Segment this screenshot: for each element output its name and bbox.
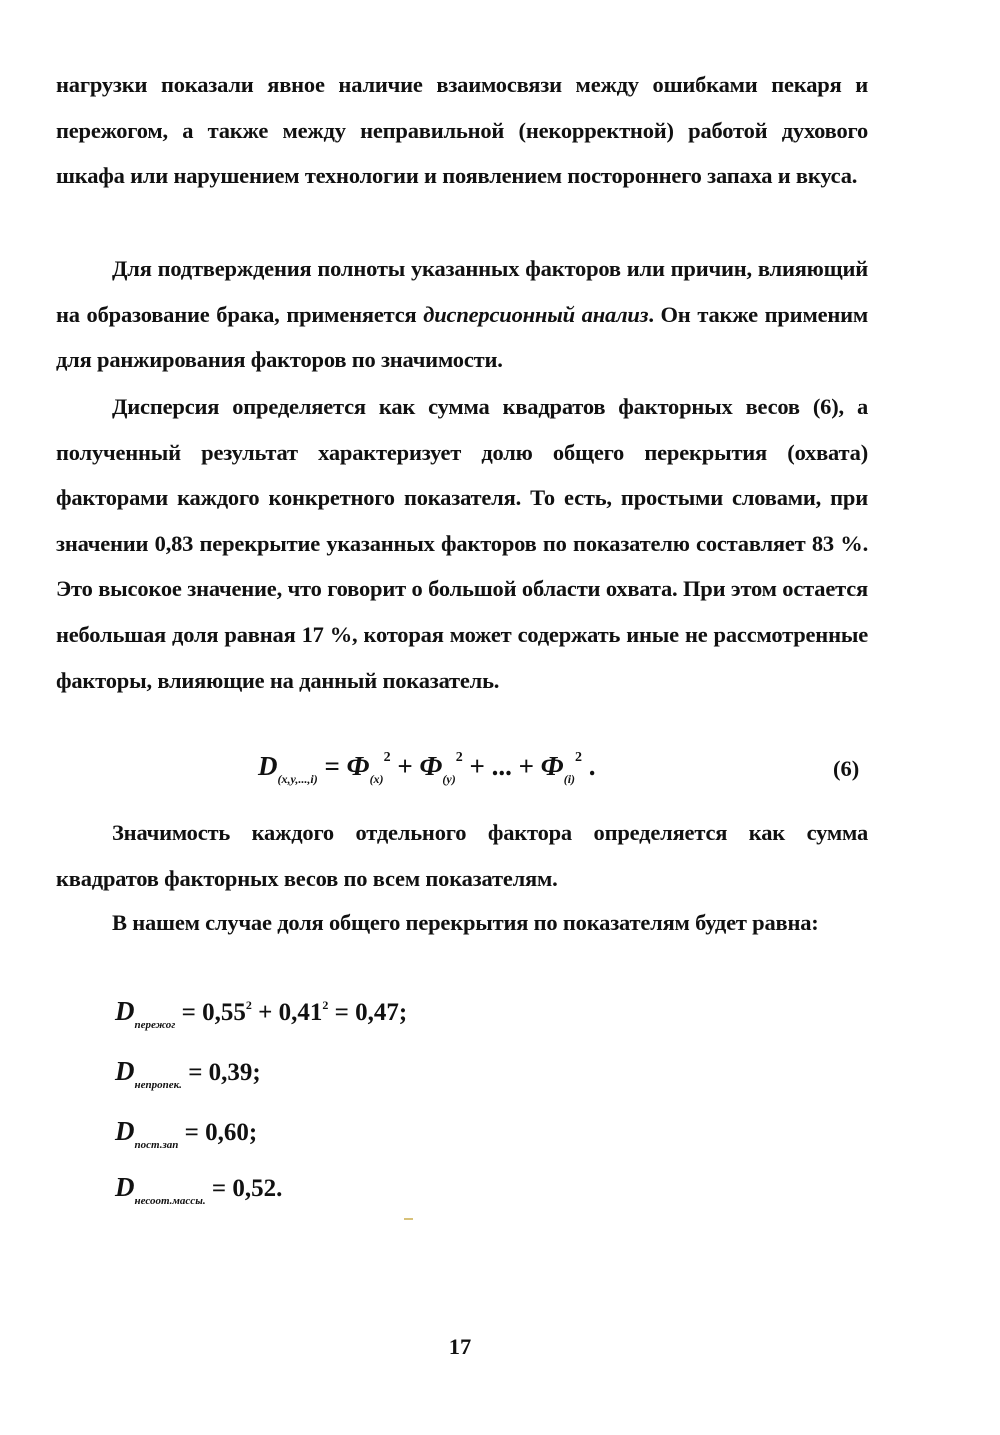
- scan-speck: [404, 1218, 413, 1220]
- equation-rhs: = 0,60;: [178, 1119, 258, 1146]
- formula-end: .: [582, 751, 596, 781]
- equation-symbol: D: [115, 996, 135, 1026]
- equation-symbol: D: [115, 1116, 135, 1146]
- formula-plus: +: [390, 751, 420, 781]
- formula-term-x: Ф: [346, 751, 370, 781]
- equation-rhs-c: = 0,47;: [328, 999, 408, 1026]
- paragraph-4: Значимость каждого отдельного фактора определяется как сумма квадратов факторных весов по всем показателям.: [56, 820, 868, 891]
- equation-subscript: пост.зап: [134, 1139, 179, 1151]
- equation-rhs: = 0,52.: [205, 1175, 283, 1202]
- formula-pow-x: 2: [383, 750, 391, 765]
- equation-mass-mismatch: [115, 1172, 282, 1207]
- formula-sub-y: (y): [442, 772, 456, 786]
- formula-term-y: Ф: [419, 751, 443, 781]
- equation-sup-a: 2: [245, 998, 252, 1012]
- formula-dots: + ... +: [462, 751, 541, 781]
- formula-number: (6): [833, 756, 860, 781]
- formula-6: [258, 750, 596, 787]
- formula-lhs-subscript: (x,y,...,i): [277, 772, 318, 786]
- equation-rhs: = 0,39;: [181, 1059, 261, 1086]
- equation-underbaked: [115, 1056, 261, 1091]
- formula-sub-x: (x): [369, 772, 384, 786]
- term-dispersion-analysis: дисперсионный анализ: [423, 301, 649, 327]
- equation-symbol: D: [115, 1172, 135, 1202]
- paragraph-2-text-a: Для подтверждения полноты указанных факторов или причин, влияющий на образование брака, применяется: [56, 256, 868, 327]
- paragraph-5: В нашем случае доля общего перекрытия по показателям будет равна:: [112, 910, 819, 935]
- equation-symbol: D: [115, 1056, 135, 1086]
- page-number: 17: [448, 1334, 472, 1359]
- equation-rhs-a: = 0,55: [175, 999, 246, 1026]
- formula-pow-y: 2: [455, 750, 463, 765]
- formula-lhs-symbol: D: [258, 751, 278, 781]
- equation-sup-b: 2: [322, 998, 329, 1012]
- paragraph-1: нагрузки показали явное наличие взаимосвязи между ошибками пекаря и пережогом, а также между неправильной (некорректной) работой духового шкафа или нарушением технологии и появлением постороннего запаха и вкуса.: [56, 72, 868, 189]
- formula-pow-i: 2: [575, 750, 583, 765]
- equation-burn: [115, 996, 407, 1031]
- formula-term-i: Ф: [540, 751, 564, 781]
- equation-rhs-b: + 0,41: [251, 999, 323, 1026]
- equation-subscript: несоот.массы.: [134, 1195, 206, 1207]
- paragraph-2-text-b: . Он также применим для ранжирования факторов по значимости.: [56, 301, 869, 373]
- paragraph-3: Дисперсия определяется как сумма квадратов факторных весов (6), а полученный результат характеризует долю общего перекрытия (охвата) факторами каждого конкретного показателя. То есть, простыми словами, при значении 0,83 перекрытие указанных факторов по показателю составляет 83 %. Это высокое значение, что говорит о большой области охвата. При этом остается небольшая доля равная 17 %, которая может содержать иные не рассмотренные факторы, влияющие на данный показатель.: [56, 394, 868, 693]
- equation-subscript: пережог: [134, 1019, 176, 1031]
- equation-subscript: непропек.: [134, 1079, 182, 1091]
- formula-sub-i: (i): [563, 772, 576, 786]
- equation-foreign-smell: [115, 1116, 257, 1151]
- paragraph-2: [56, 246, 868, 383]
- formula-eq-sign: =: [317, 751, 347, 781]
